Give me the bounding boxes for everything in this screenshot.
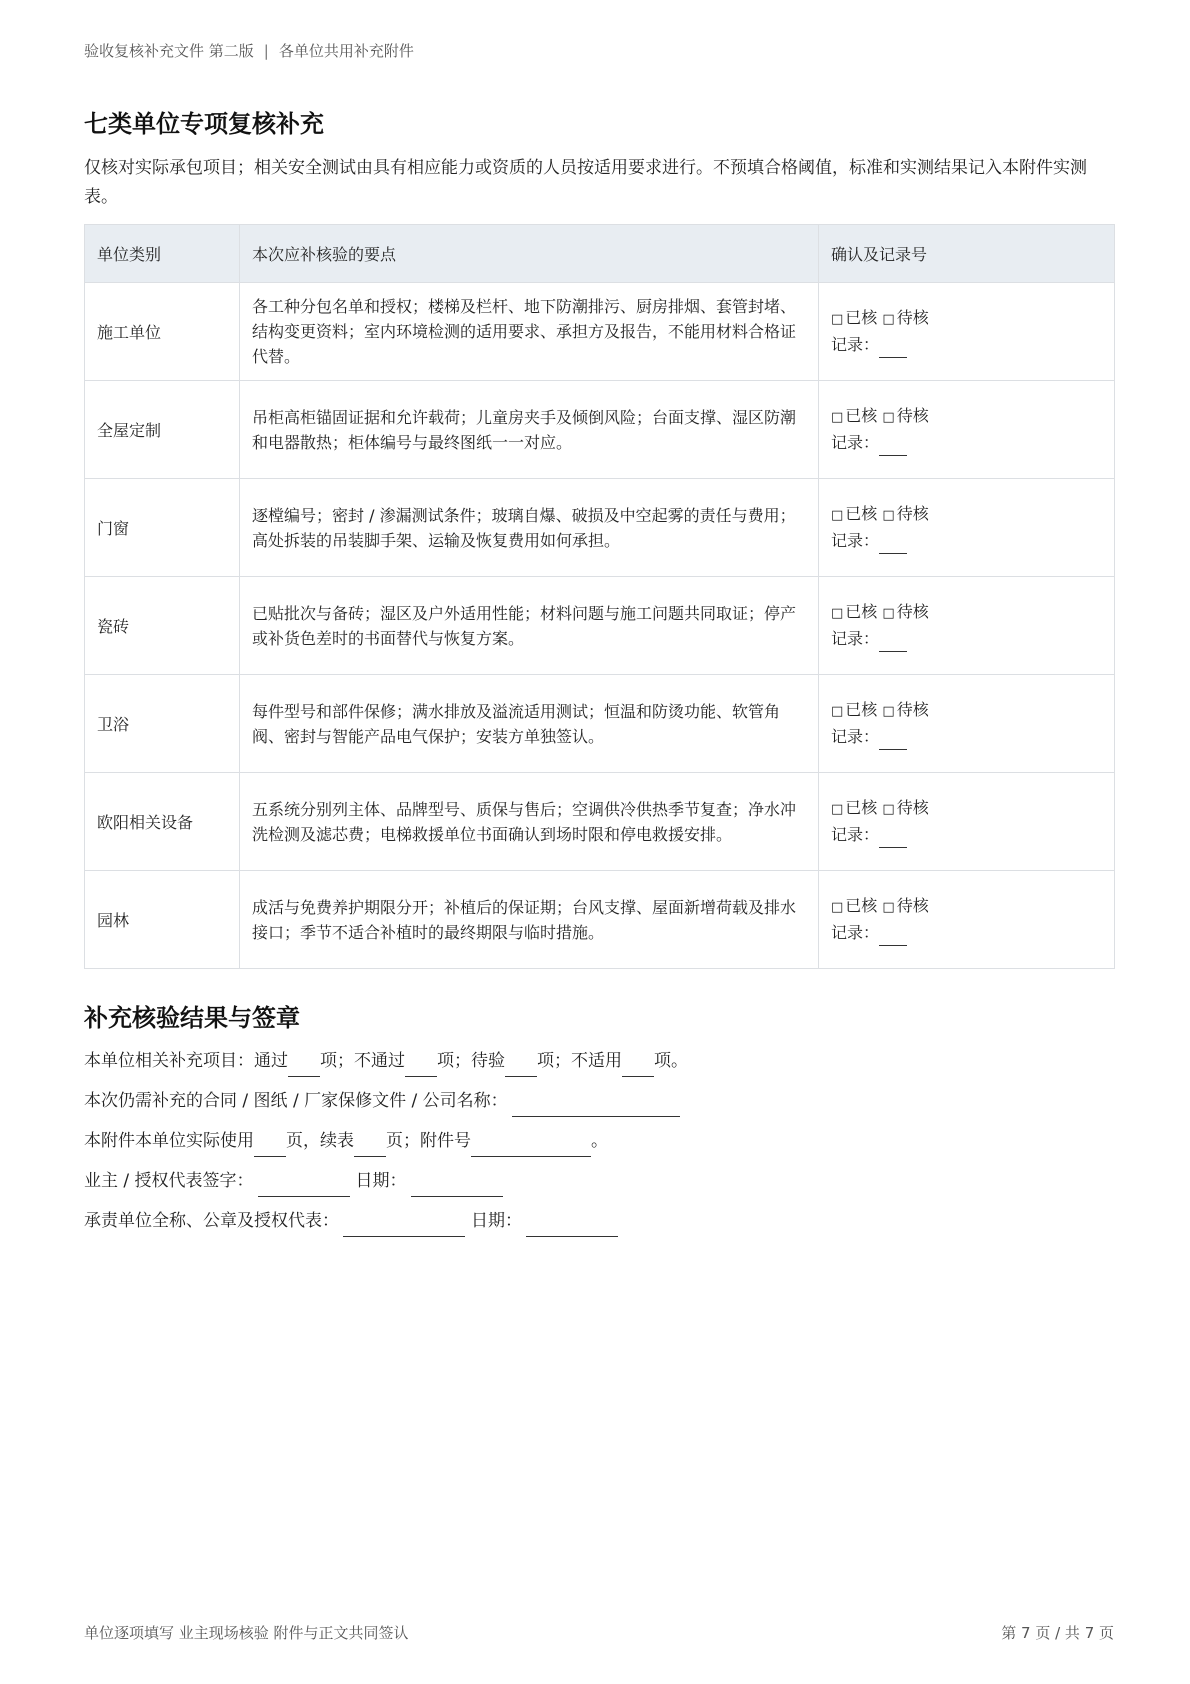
- table-row: [85, 381, 1115, 479]
- table-row: [85, 773, 1115, 871]
- checked-label: 已核: [845, 798, 878, 817]
- table-row: [85, 479, 1115, 577]
- document-title: 验收复核补充文件 第二版: [84, 42, 254, 60]
- unit-category-cell: 卫浴: [85, 675, 240, 773]
- record-label: 记录：: [831, 433, 880, 452]
- header-separator: |: [263, 42, 269, 60]
- confirmation-cell: [819, 479, 1115, 577]
- checked-label: 已核: [845, 602, 878, 621]
- checkbox-icon[interactable]: □: [882, 508, 895, 523]
- status-checkboxes: [831, 697, 1102, 724]
- record-label: 记录：: [831, 629, 880, 648]
- record-label: 记录：: [831, 727, 880, 746]
- record-line: [831, 430, 1102, 456]
- pass-count-blank[interactable]: [288, 1046, 320, 1077]
- table-header-row: [85, 225, 1115, 283]
- column-header-points: 本次应补核验的要点: [240, 225, 819, 283]
- review-points-cell: 逐樘编号；密封 / 渗漏测试条件；玻璃自爆、破损及中空起雾的责任与费用；高处拆装的吊装脚手架、运输及恢复费用如何承担。: [240, 479, 819, 577]
- checkbox-icon[interactable]: □: [831, 508, 844, 523]
- record-line: [831, 724, 1102, 750]
- confirmation-cell: [819, 577, 1115, 675]
- section-name: 各单位共用补充附件: [278, 42, 414, 60]
- documents-blank[interactable]: [512, 1086, 680, 1117]
- running-header: [84, 40, 414, 61]
- owner-date-blank[interactable]: [411, 1166, 503, 1197]
- record-number-blank[interactable]: [879, 920, 907, 946]
- results-form: [84, 1046, 688, 1246]
- confirmation-cell: [819, 871, 1115, 969]
- checkbox-icon[interactable]: □: [882, 900, 895, 915]
- record-number-blank[interactable]: [879, 822, 907, 848]
- confirmation-cell: [819, 773, 1115, 871]
- pending-label: 待核: [896, 700, 929, 719]
- unit-category-cell: 园林: [85, 871, 240, 969]
- document-page: [84, 0, 1114, 1684]
- table-row: [85, 577, 1115, 675]
- unit-category-cell: 施工单位: [85, 283, 240, 381]
- continuation-pages-blank[interactable]: [354, 1126, 386, 1157]
- checked-label: 已核: [845, 504, 878, 523]
- intro-paragraph: 仅核对实际承包项目；相关安全测试由具有相应能力或资质的人员按适用要求进行。不预填合格阈值，标准和实测结果记入本附件实测表。: [84, 158, 1087, 207]
- review-points-cell: 已贴批次与备砖；湿区及户外适用性能；材料问题与施工问题共同取证；停产或补货色差时的书面替代与恢复方案。: [240, 577, 819, 675]
- checkbox-icon[interactable]: □: [831, 312, 844, 327]
- unit-category-cell: 门窗: [85, 479, 240, 577]
- unit-category-cell: 全屋定制: [85, 381, 240, 479]
- pending-label: 待核: [896, 798, 929, 817]
- pending-count-blank[interactable]: [505, 1046, 537, 1077]
- checkbox-icon[interactable]: □: [831, 900, 844, 915]
- confirmation-cell: [819, 283, 1115, 381]
- record-line: [831, 528, 1102, 554]
- status-checkboxes: [831, 501, 1102, 528]
- results-line-owner-signature: 业主 / 授权代表签字： 日期：: [84, 1166, 688, 1206]
- checked-label: 已核: [845, 308, 878, 327]
- record-label: 记录：: [831, 923, 880, 942]
- table-row: [85, 283, 1115, 381]
- results-line-documents: 本次仍需补充的合同 / 图纸 / 厂家保修文件 / 公司名称：: [84, 1086, 688, 1126]
- status-checkboxes: [831, 795, 1102, 822]
- na-count-blank[interactable]: [622, 1046, 654, 1077]
- owner-signature-blank[interactable]: [258, 1166, 350, 1197]
- record-line: [831, 920, 1102, 946]
- record-number-blank[interactable]: [879, 332, 907, 358]
- record-line: [831, 626, 1102, 652]
- table-row: [85, 871, 1115, 969]
- review-table: [84, 224, 1115, 969]
- page-number: 第 7 页 / 共 7 页: [1001, 1624, 1114, 1642]
- checkbox-icon[interactable]: □: [882, 802, 895, 817]
- checkbox-icon[interactable]: □: [831, 606, 844, 621]
- review-points-cell: 吊柜高柜锚固证据和允许载荷；儿童房夹手及倾倒风险；台面支撑、湿区防潮和电器散热；柜体编号与最终图纸一一对应。: [240, 381, 819, 479]
- status-checkboxes: [831, 599, 1102, 626]
- checkbox-icon[interactable]: □: [882, 606, 895, 621]
- results-section-title: 补充核验结果与签章: [84, 1004, 300, 1032]
- checkbox-icon[interactable]: □: [831, 704, 844, 719]
- pages-used-blank[interactable]: [254, 1126, 286, 1157]
- fail-count-blank[interactable]: [405, 1046, 437, 1077]
- pending-label: 待核: [896, 308, 929, 327]
- footer-note: 单位逐项填写 业主现场核验 附件与正文共同签认: [84, 1624, 409, 1642]
- checked-label: 已核: [845, 406, 878, 425]
- checkbox-icon[interactable]: □: [882, 312, 895, 327]
- checkbox-icon[interactable]: □: [882, 410, 895, 425]
- pending-label: 待核: [896, 896, 929, 915]
- column-header-unit: 单位类别: [85, 225, 240, 283]
- unit-category-cell: 欧阳相关设备: [85, 773, 240, 871]
- checkbox-icon[interactable]: □: [831, 410, 844, 425]
- column-header-confirmation: 确认及记录号: [819, 225, 1115, 283]
- unit-signature-blank[interactable]: [343, 1206, 465, 1237]
- review-points-cell: 每件型号和部件保修；满水排放及溢流适用测试；恒温和防烫功能、软管角阀、密封与智能产品电气保护；安装方单独签认。: [240, 675, 819, 773]
- unit-category-cell: 瓷砖: [85, 577, 240, 675]
- checkbox-icon[interactable]: □: [831, 802, 844, 817]
- confirmation-cell: [819, 381, 1115, 479]
- record-number-blank[interactable]: [879, 528, 907, 554]
- record-number-blank[interactable]: [879, 430, 907, 456]
- status-checkboxes: [831, 305, 1102, 332]
- status-checkboxes: [831, 893, 1102, 920]
- review-points-cell: 成活与免费养护期限分开；补植后的保证期；台风支撑、屋面新增荷载及排水接口；季节不适合补植时的最终期限与临时措施。: [240, 871, 819, 969]
- record-label: 记录：: [831, 335, 880, 354]
- results-line-counts: 本单位相关补充项目：通过 项；不通过 项；待验 项；不适用 项。: [84, 1046, 688, 1086]
- pending-label: 待核: [896, 406, 929, 425]
- record-line: [831, 332, 1102, 358]
- checkbox-icon[interactable]: □: [882, 704, 895, 719]
- record-number-blank[interactable]: [879, 724, 907, 750]
- page-title: 七类单位专项复核补充: [84, 110, 324, 138]
- confirmation-cell: [819, 675, 1115, 773]
- unit-date-blank[interactable]: [526, 1206, 618, 1237]
- results-line-unit-signature: 承责单位全称、公章及授权代表： 日期：: [84, 1206, 688, 1246]
- status-checkboxes: [831, 403, 1102, 430]
- checked-label: 已核: [845, 896, 878, 915]
- pending-label: 待核: [896, 504, 929, 523]
- results-line-pages: 本附件本单位实际使用 页，续表 页；附件号 。: [84, 1126, 688, 1166]
- record-label: 记录：: [831, 531, 880, 550]
- review-points-cell: 五系统分别列主体、品牌型号、质保与售后；空调供冷供热季节复查；净水冲洗检测及滤芯费；电梯救援单位书面确认到场时限和停电救援安排。: [240, 773, 819, 871]
- table-row: [85, 675, 1115, 773]
- review-points-cell: 各工种分包名单和授权；楼梯及栏杆、地下防潮排污、厨房排烟、套管封堵、结构变更资料；室内环境检测的适用要求、承担方及报告，不能用材料合格证代替。: [240, 283, 819, 381]
- checked-label: 已核: [845, 700, 878, 719]
- record-label: 记录：: [831, 825, 880, 844]
- record-number-blank[interactable]: [879, 626, 907, 652]
- pending-label: 待核: [896, 602, 929, 621]
- record-line: [831, 822, 1102, 848]
- attachment-number-blank[interactable]: [471, 1126, 591, 1157]
